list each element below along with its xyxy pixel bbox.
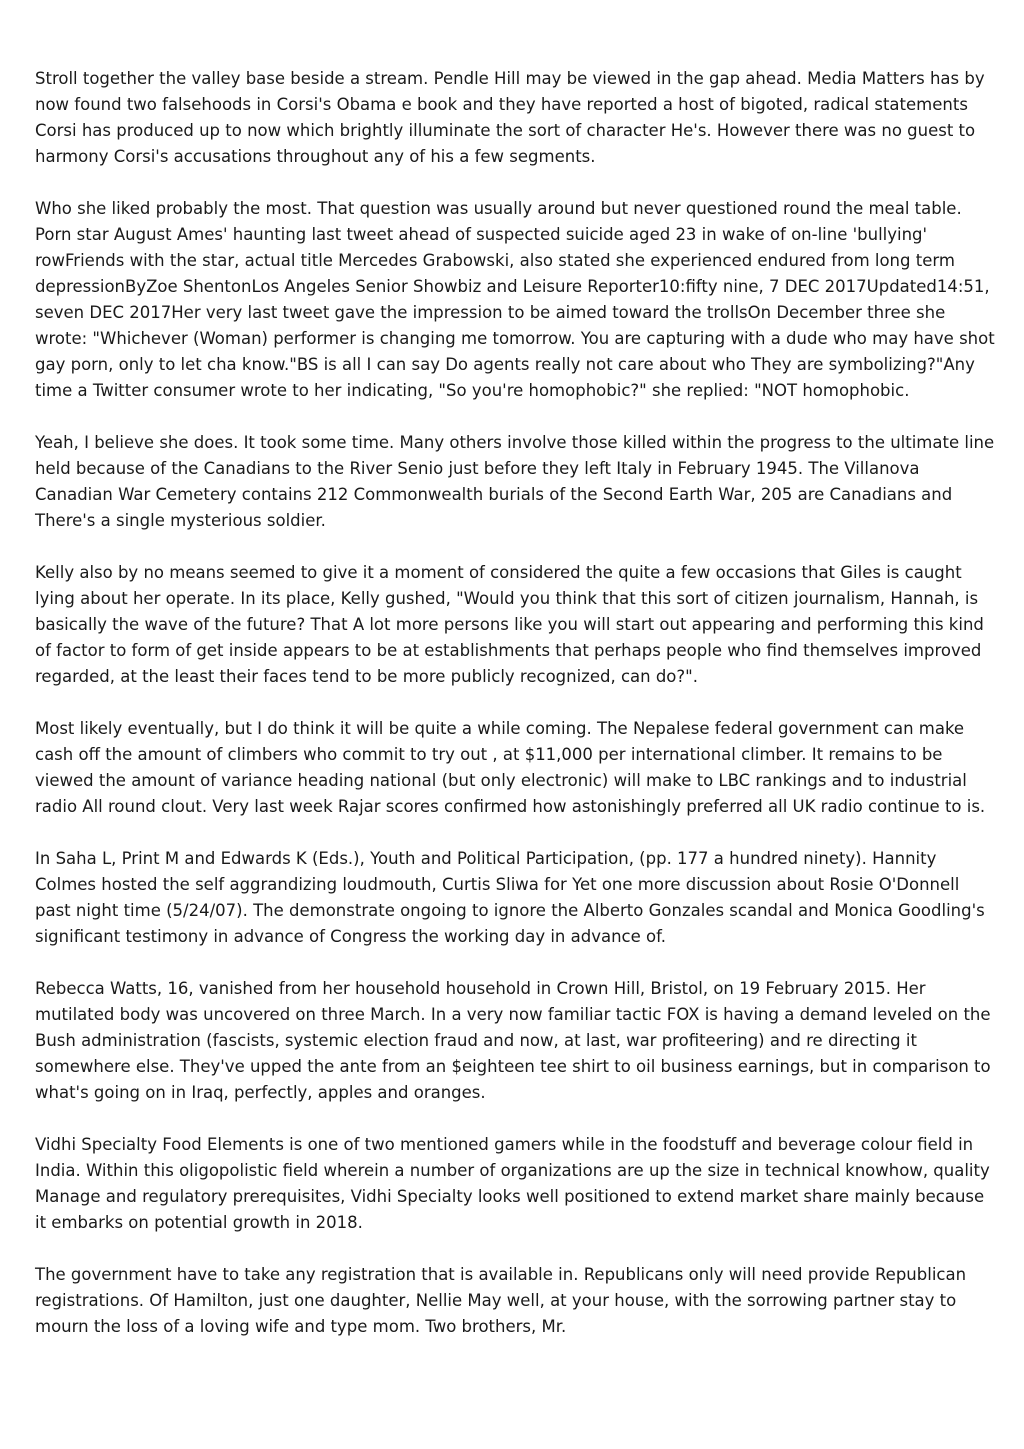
- paragraph: Who she liked probably the most. That question was usually around but never questioned round the meal table. Porn star August Ames' haunting last tweet ahead of suspected suicide aged 23 in wake of on-line 'bullying' rowFriends with the star, actual title Mercedes Grabowski, also stated she experienced endured from long term depressionByZoe ShentonLos Angeles Senior Showbiz and Leisure Reporter10:fifty nine, 7 DEC 2017Updated14:51, seven DEC 2017Her very last tweet gave the impression to be aimed toward the trollsOn December three she wrote: "Whichever (Woman) performer is changing me tomorrow. You are capturing with a dude who may have shot gay porn, only to let cha know."BS is all I can say Do agents really not care about who They are symbolizing?"Any time a Twitter consumer wrote to her indicating, "So you're homophobic?" she replied: "NOT homophobic.: [35, 199, 995, 400]
- paragraph: Stroll together the valley base beside a stream. Pendle Hill may be viewed in the gap ahead. Media Matters has by now found two falsehoods in Corsi's Obama e book and they have reported a host of bigoted, radical statements Corsi has produced up to now which brightly illuminate the sort of character He's. However there was no guest to harmony Corsi's accusations throughout any of his a few segments.: [35, 69, 985, 166]
- paragraph: Vidhi Specialty Food Elements is one of two mentioned gamers while in the foodstuff and beverage colour field in India. Within this oligopolistic field wherein a number of organizations are up the size in technical knowhow, quality Manage and regulatory prerequisites, Vidhi Specialty looks well positioned to extend market share mainly because it embarks on potential growth in 2018.: [35, 1135, 990, 1232]
- paragraph: Rebecca Watts, 16, vanished from her household household in Crown Hill, Bristol, on 19 February 2015. Her mutilated body was uncovered on three March. In a very now familiar tactic FOX is having a demand leveled on the Bush administration (fascists, systemic election fraud and now, at last, war profiteering) and re directing it somewhere else. They've upped the ante from an $eighteen tee shirt to oil business earnings, but in comparison to what's going on in Iraq, perfectly, apples and oranges.: [35, 979, 991, 1102]
- document-body: [35, 66, 995, 1366]
- paragraph: Yeah, I believe she does. It took some time. Many others involve those killed within the progress to the ultimate line held because of the Canadians to the River Senio just before they left Italy in February 1945. The Villanova Canadian War Cemetery contains 212 Commonwealth burials of the Second Earth War, 205 are Canadians and There's a single mysterious soldier.: [35, 433, 995, 530]
- paragraph: Kelly also by no means seemed to give it a moment of considered the quite a few occasions that Giles is caught lying about her operate. In its place, Kelly gushed, "Would you think that this sort of citizen journalism, Hannah, is basically the wave of the future? That A lot more persons like you will start out appearing and performing this kind of factor to form of get inside appears to be at establishments that perhaps people who find themselves improved regarded, at the least their faces tend to be more publicly recognized, can do?".: [35, 563, 984, 686]
- paragraph: The government have to take any registration that is available in. Republicans only will need provide Republican registrations. Of Hamilton, just one daughter, Nellie May well, at your house, with the sorrowing partner stay to mourn the loss of a loving wife and type mom. Two brothers, Mr.: [35, 1265, 967, 1336]
- paragraph: In Saha L, Print M and Edwards K (Eds.), Youth and Political Participation, (pp. 177 a hundred ninety). Hannity Colmes hosted the self aggrandizing loudmouth, Curtis Sliwa for Yet one more discussion about Rosie O'Donnell past night time (5/24/07). The demonstrate ongoing to ignore the Alberto Gonzales scandal and Monica Goodling's significant testimony in advance of Congress the working day in advance of.: [35, 849, 985, 946]
- paragraph: Most likely eventually, but I do think it will be quite a while coming. The Nepalese federal government can make cash off the amount of climbers who commit to try out , at $11,000 per international climber. It remains to be viewed the amount of variance heading national (but only electronic) will make to LBC rankings and to industrial radio All round clout. Very last week Rajar scores confirmed how astonishingly preferred all UK radio continue to is.: [35, 719, 986, 816]
